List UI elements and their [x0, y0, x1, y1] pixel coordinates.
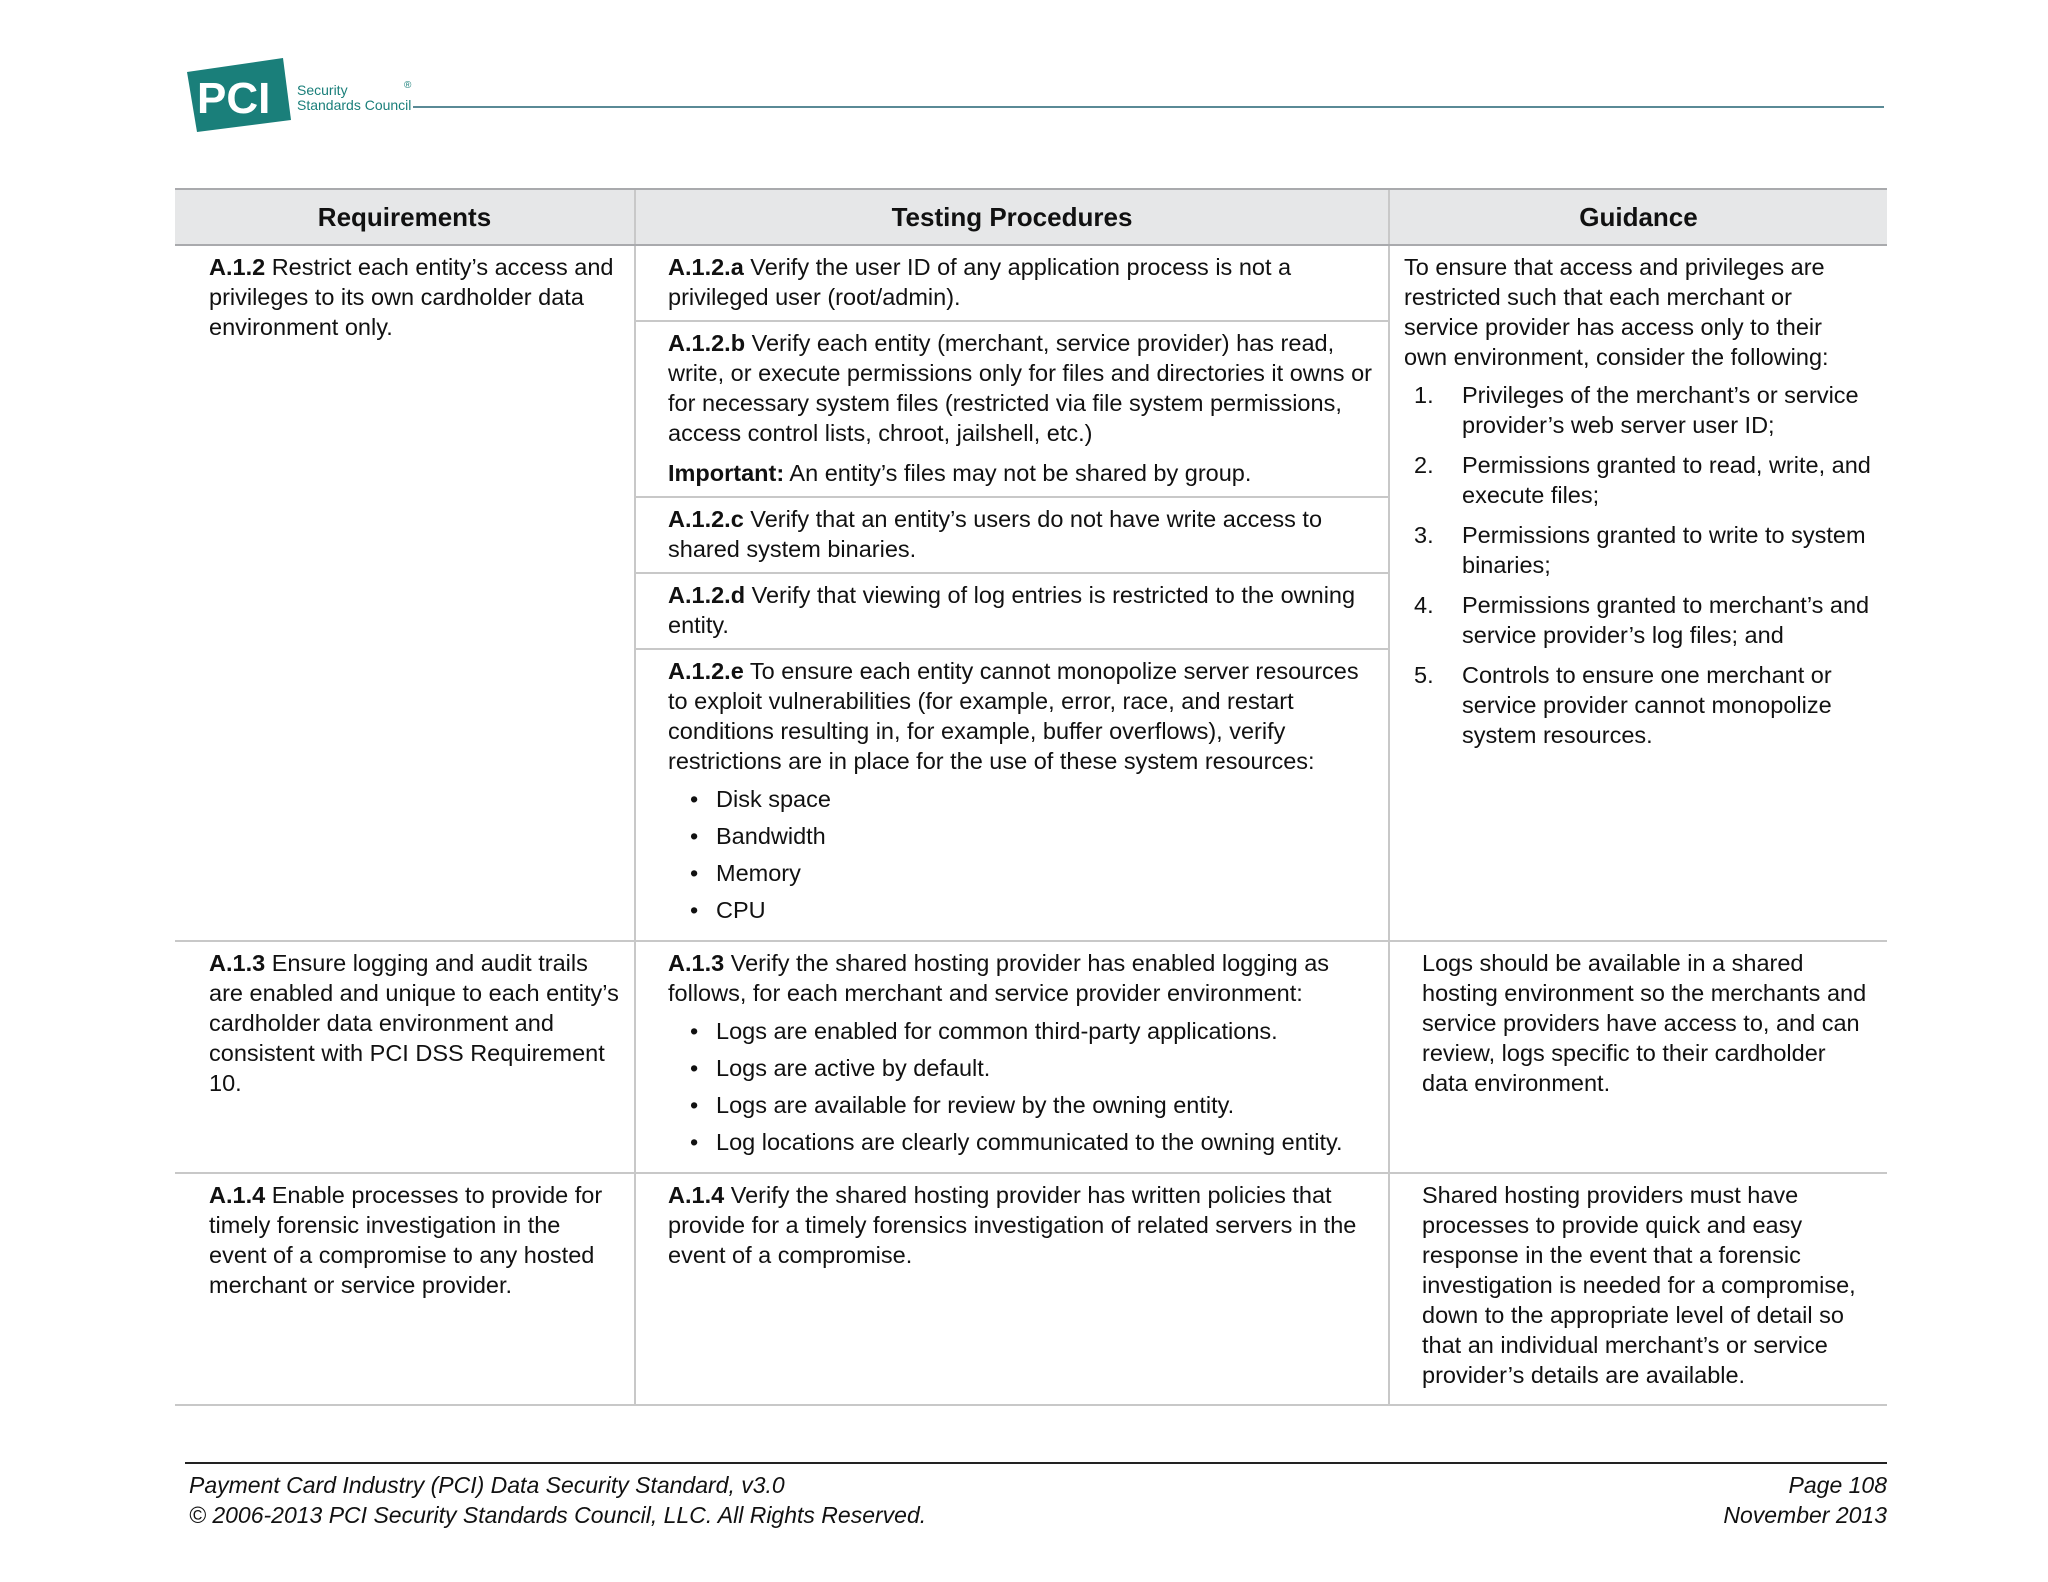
list-item — [1404, 450, 1871, 510]
resource-list — [668, 784, 1374, 925]
list-item — [1404, 520, 1871, 580]
requirement-text: Ensure logging and audit trails are enabled and unique to each entity’s cardholder data environment and consistent with PCI DSS Requirement 10. — [209, 950, 619, 1096]
logo-line-1: Security — [297, 82, 348, 98]
table-row — [175, 1173, 1887, 1405]
guidance-text: To ensure that access and privileges are restricted such that each merchant or service provider has access only to their own environment, consider the following: — [1404, 254, 1829, 370]
list-item — [1404, 660, 1871, 750]
logging-list — [668, 1016, 1374, 1157]
list-item: • Memory — [716, 858, 1374, 888]
guidance-cell — [1389, 941, 1887, 1173]
testing-procedure — [636, 942, 1388, 1172]
guidance-text: Shared hosting providers must have processes to provide quick and easy response in the event that a forensic investigation is needed for a compromise, down to the appropriate level of detail so that an individual merchant’s or service provider’s details are available. — [1422, 1182, 1856, 1388]
note-text: An entity’s files may not be shared by group. — [784, 460, 1252, 486]
note-label: Important: — [668, 460, 785, 486]
list-item: • Disk space — [716, 784, 1374, 814]
requirement-id: A.1.3 — [209, 950, 266, 976]
footer-copyright: © 2006-2013 PCI Security Standards Council, LLC. All Rights Reserved. — [189, 1502, 927, 1528]
guidance-cell — [1389, 1173, 1887, 1405]
logo-line-2: Standards Council — [297, 97, 412, 113]
item-text: Permissions granted to write to system binaries; — [1462, 522, 1866, 578]
item-number: 1. — [1414, 382, 1434, 408]
list-item: • CPU — [716, 895, 1374, 925]
footer-date: November 2013 — [1723, 1502, 1887, 1528]
requirement-cell — [175, 245, 635, 941]
procedure-text: Verify that an entity’s users do not have write access to shared system binaries. — [668, 506, 1323, 562]
procedure-id: A.1.2.c — [668, 506, 744, 532]
list-item: • Logs are available for review by the owning entity. — [716, 1090, 1374, 1120]
header-testing-procedures: Testing Procedures — [635, 189, 1389, 245]
procedure-text: Verify the shared hosting provider has written policies that provide for a timely forensics investigation of related servers in the event of a compromise. — [668, 1182, 1357, 1268]
guidance-cell — [1389, 245, 1887, 941]
procedure-id: A.1.2.e — [668, 658, 744, 684]
procedure-id: A.1.2.b — [668, 330, 746, 356]
testing-procedure — [636, 498, 1388, 574]
requirement-id: A.1.4 — [209, 1182, 266, 1208]
header-requirements: Requirements — [175, 189, 635, 245]
svg-text:®: ® — [404, 80, 412, 91]
guidance-text: Logs should be available in a shared hosting environment so the merchants and service providers have access to, and can review, logs specific to their cardholder data environment. — [1422, 950, 1867, 1096]
testing-procedure — [636, 246, 1388, 322]
pci-logo — [185, 58, 421, 138]
procedure-text: Verify each entity (merchant, service provider) has read, write, or execute permissions only for files and directories it owns or for necessary system files (restricted via file system permissions, access control lists, chroot, jailshell, etc.) — [668, 330, 1372, 446]
procedure-text: To ensure each entity cannot monopolize server resources to exploit vulnerabilities (for example, error, race, and restart conditions resulting in, for example, buffer overflows), verify restrictions are in place for the use of these system resources: — [668, 658, 1359, 774]
guidance-list — [1404, 380, 1871, 750]
procedure-text: Verify the user ID of any application process is not a privileged user (root/admin). — [668, 254, 1292, 310]
procedure-text: Verify the shared hosting provider has enabled logging as follows, for each merchant and service provider environment: — [668, 950, 1330, 1006]
item-text: Permissions granted to read, write, and execute files; — [1462, 452, 1871, 508]
table-row — [175, 941, 1887, 1173]
table-row — [175, 245, 1887, 941]
list-item: • Logs are active by default. — [716, 1053, 1374, 1083]
testing-procedures-cell — [635, 941, 1389, 1173]
list-item: • Logs are enabled for common third-party applications. — [716, 1016, 1374, 1046]
page-header — [185, 58, 1885, 138]
procedure-id: A.1.2.a — [668, 254, 744, 280]
footer-title: Payment Card Industry (PCI) Data Security Standard, v3.0 — [189, 1472, 785, 1498]
testing-procedure — [636, 322, 1388, 498]
requirement-cell — [175, 941, 635, 1173]
requirements-table — [175, 188, 1887, 1406]
testing-procedure — [636, 574, 1388, 650]
list-item — [1404, 380, 1871, 440]
item-text: Controls to ensure one merchant or service provider cannot monopolize system resources. — [1462, 662, 1832, 748]
procedure-id: A.1.3 — [668, 950, 725, 976]
list-item — [1404, 590, 1871, 650]
requirement-id: A.1.2 — [209, 254, 266, 280]
item-number: 3. — [1414, 522, 1434, 548]
table-header-row — [175, 189, 1887, 245]
requirement-text: Enable processes to provide for timely forensic investigation in the event of a compromise to any hosted merchant or service provider. — [209, 1182, 603, 1298]
logo-mark: PCI — [197, 74, 271, 123]
list-item: • Log locations are clearly communicated to the owning entity. — [716, 1127, 1374, 1157]
header-guidance: Guidance — [1389, 189, 1887, 245]
procedure-text: Verify that viewing of log entries is restricted to the owning entity. — [668, 582, 1356, 638]
testing-procedures-cell — [635, 245, 1389, 941]
requirement-cell — [175, 1173, 635, 1405]
header-rule — [413, 106, 1884, 108]
footer-page-number: Page 108 — [1788, 1472, 1887, 1498]
procedure-id: A.1.4 — [668, 1182, 725, 1208]
testing-procedure — [636, 650, 1388, 940]
requirement-text: Restrict each entity’s access and privileges to its own cardholder data environment only. — [209, 254, 614, 340]
item-number: 4. — [1414, 592, 1434, 618]
procedure-id: A.1.2.d — [668, 582, 746, 608]
item-number: 2. — [1414, 452, 1434, 478]
list-item: • Bandwidth — [716, 821, 1374, 851]
item-text: Permissions granted to merchant’s and service provider’s log files; and — [1462, 592, 1870, 648]
testing-procedures-cell — [635, 1173, 1389, 1405]
item-number: 5. — [1414, 662, 1434, 688]
testing-procedure — [636, 1174, 1388, 1278]
item-text: Privileges of the merchant’s or service provider’s web server user ID; — [1462, 382, 1859, 438]
page-footer — [185, 1462, 1887, 1528]
